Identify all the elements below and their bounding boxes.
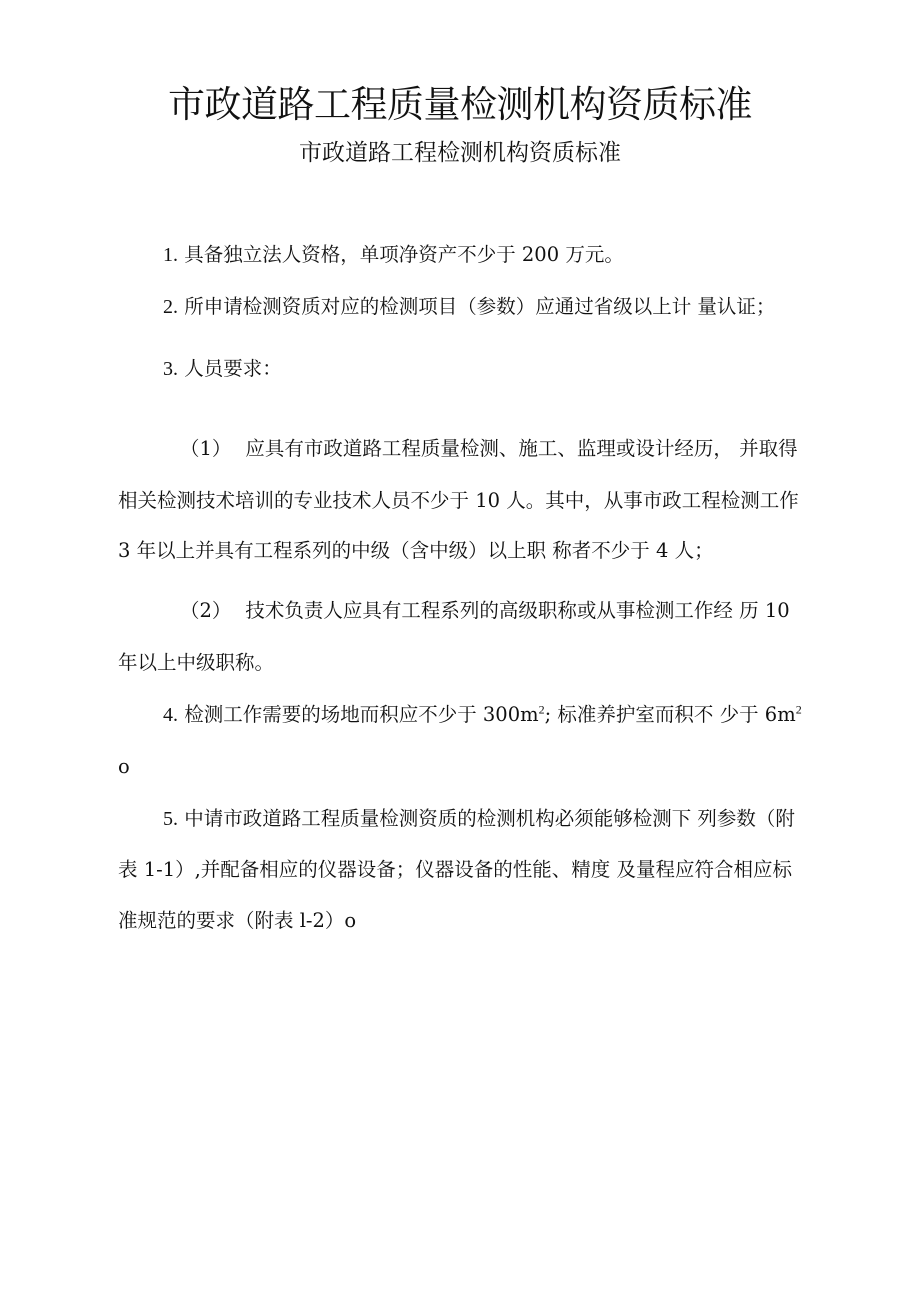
item-1-text: 具备独立法人资格，单项净资产不少于 200 万元。 <box>184 243 624 266</box>
item-4-line-1 <box>163 700 802 730</box>
subitem-1-text-line-1: 应具有市政道路工程质量检测、施工、监理或设计经历， 并取得 <box>245 437 798 460</box>
item-2-number: 2. <box>163 296 178 318</box>
item-5-line-3: 准规范的要求（附表 l-2）o <box>118 909 357 932</box>
subitem-1-number: （1） <box>180 437 232 460</box>
subitem-2-number: （2） <box>180 599 232 622</box>
item-4-superscript-1: 2 <box>538 702 545 717</box>
item-1-number: 1. <box>163 244 178 266</box>
item-4-number: 4. <box>163 704 178 726</box>
item-5-line-2: 表 1-1）,并配备相应的仪器设备；仪器设备的性能、精度 及量程应符合相应标 <box>118 858 792 881</box>
item-2-text: 所申请检测资质对应的检测项目（参数）应通过省级以上计 量认证； <box>184 295 776 318</box>
subitem-2-line-1 <box>180 596 790 626</box>
item-4-text-part-1: 检测工作需要的场地而积应不少于 300m <box>184 703 539 726</box>
document-subtitle: 市政道路工程检测机构资质标准 <box>299 140 621 166</box>
item-2 <box>163 292 775 322</box>
subitem-1-line-3: 3 年以上并具有工程系列的中级（含中级）以上职 称者不少于 4 人； <box>118 539 714 562</box>
subitem-2-line-2: 年以上中级职称。 <box>118 651 275 674</box>
item-3-number: 3. <box>163 358 178 380</box>
subitem-2-text-line-1: 技术负责人应具有工程系列的高级职称或从事检测工作经 历 10 <box>245 599 790 622</box>
item-3-text: 人员要求： <box>184 357 282 380</box>
item-4-line-2: o <box>118 755 130 778</box>
item-5-text-line-1: 中请市政道路工程质量检测资质的检测机构必须能够检测下 列参数（附 <box>184 807 795 830</box>
subitem-1-line-2: 相关检测技术培训的专业技术人员不少于 10 人。其中，从事市政工程检测工作 <box>118 489 799 512</box>
item-1 <box>163 240 624 270</box>
item-5-line-1 <box>163 804 795 834</box>
item-4-text-part-2: ; 标准养护室而积不 少于 6m <box>544 703 796 726</box>
document-title: 市政道路工程质量检测机构资质标准 <box>168 83 752 126</box>
item-4-superscript-2: 2 <box>795 702 802 717</box>
item-5-number: 5. <box>163 808 178 830</box>
item-3 <box>163 354 282 384</box>
subitem-1-line-1 <box>180 434 798 464</box>
